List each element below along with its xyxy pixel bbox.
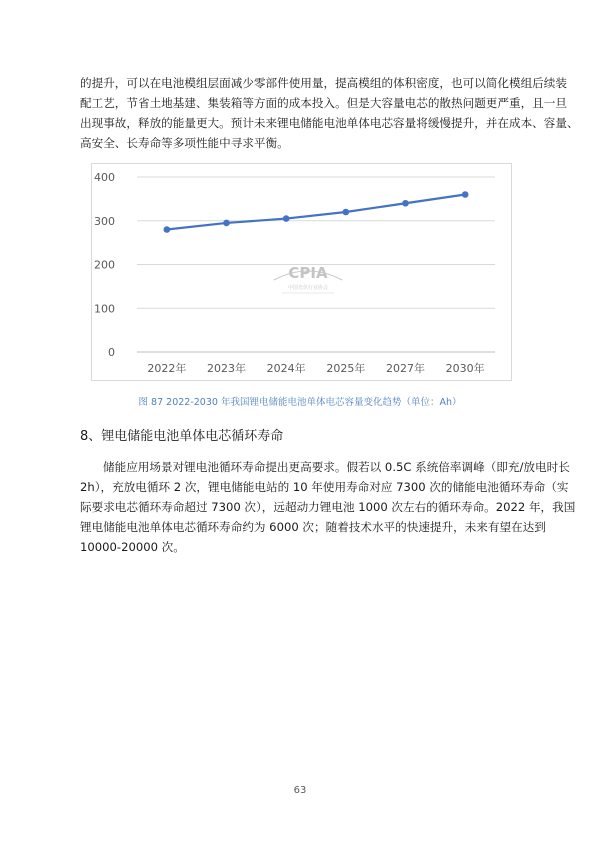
cycle-life-paragraph <box>80 457 576 557</box>
cpia-watermark-logo <box>268 258 348 298</box>
data-point <box>223 220 230 227</box>
paragraph-line: 高安全、长寿命等多项性能中寻求平衡。 <box>80 136 289 150</box>
x-tick-label: 2030年 <box>445 362 485 375</box>
data-point <box>164 226 171 233</box>
intro-paragraph <box>80 73 579 153</box>
section-heading: 8、锂电储能电池单体电芯循环寿命 <box>80 429 284 444</box>
x-tick-label: 2025年 <box>326 362 366 375</box>
x-tick-label: 2023年 <box>207 362 246 375</box>
paragraph-line: 锂电储能电池单体电芯循环寿命约为 6000 次；随着技术水平的快速提升，未来有望在达到 <box>80 520 546 534</box>
x-tick-label: 2022年 <box>147 362 187 375</box>
paragraph-line: 2h），充放电循环 2 次，锂电储能电站的 10 年使用寿命对应 7300 次的储能电池循环寿命（实 <box>80 480 569 494</box>
watermark-sub-text: 中国光伏行业协会 <box>287 285 329 291</box>
data-point <box>462 191 469 198</box>
x-tick-label: 2027年 <box>386 362 425 375</box>
data-point <box>343 209 350 216</box>
page-number: 63 <box>293 785 307 796</box>
paragraph-line: 出现事故，释放的能量更大。预计未来锂电储能电池单体电芯容量将缓慢提升，并在成本、容量、 <box>80 116 579 130</box>
paragraph-line: 储能应用场景对锂电池循环寿命提出更高要求。假若以 0.5C 系统倍率调峰（即充/放电时长 <box>103 460 570 474</box>
paragraph-line: 的提升，可以在电池模组层面减少零部件使用量，提高模组的体积密度，也可以简化模组后续装 <box>80 76 567 90</box>
data-point <box>283 215 290 222</box>
series-line <box>167 195 465 230</box>
paragraph-line: 际要求电芯循环寿命超过 7300 次），远超动力锂电池 1000 次左右的循环寿命。2022 年，我国 <box>80 500 576 514</box>
watermark-logo-text: CPIA <box>288 264 328 282</box>
paragraph-line: 10000-20000 次。 <box>80 540 185 554</box>
y-tick-label: 200 <box>94 258 115 272</box>
figure-caption: 图 87 2022-2030 年我国锂电储能电池单体电芯容量变化趋势（单位：Ah） <box>138 397 462 408</box>
y-tick-label: 100 <box>94 302 115 316</box>
data-point <box>402 200 409 207</box>
y-tick-label: 300 <box>94 214 115 228</box>
y-tick-label: 0 <box>108 346 115 359</box>
y-tick-label: 400 <box>94 171 115 184</box>
x-tick-label: 2024年 <box>266 362 306 375</box>
paragraph-line: 配工艺，节省土地基建、集装箱等方面的成本投入。但是大容量电芯的散热问题更严重，且一旦 <box>80 96 567 110</box>
